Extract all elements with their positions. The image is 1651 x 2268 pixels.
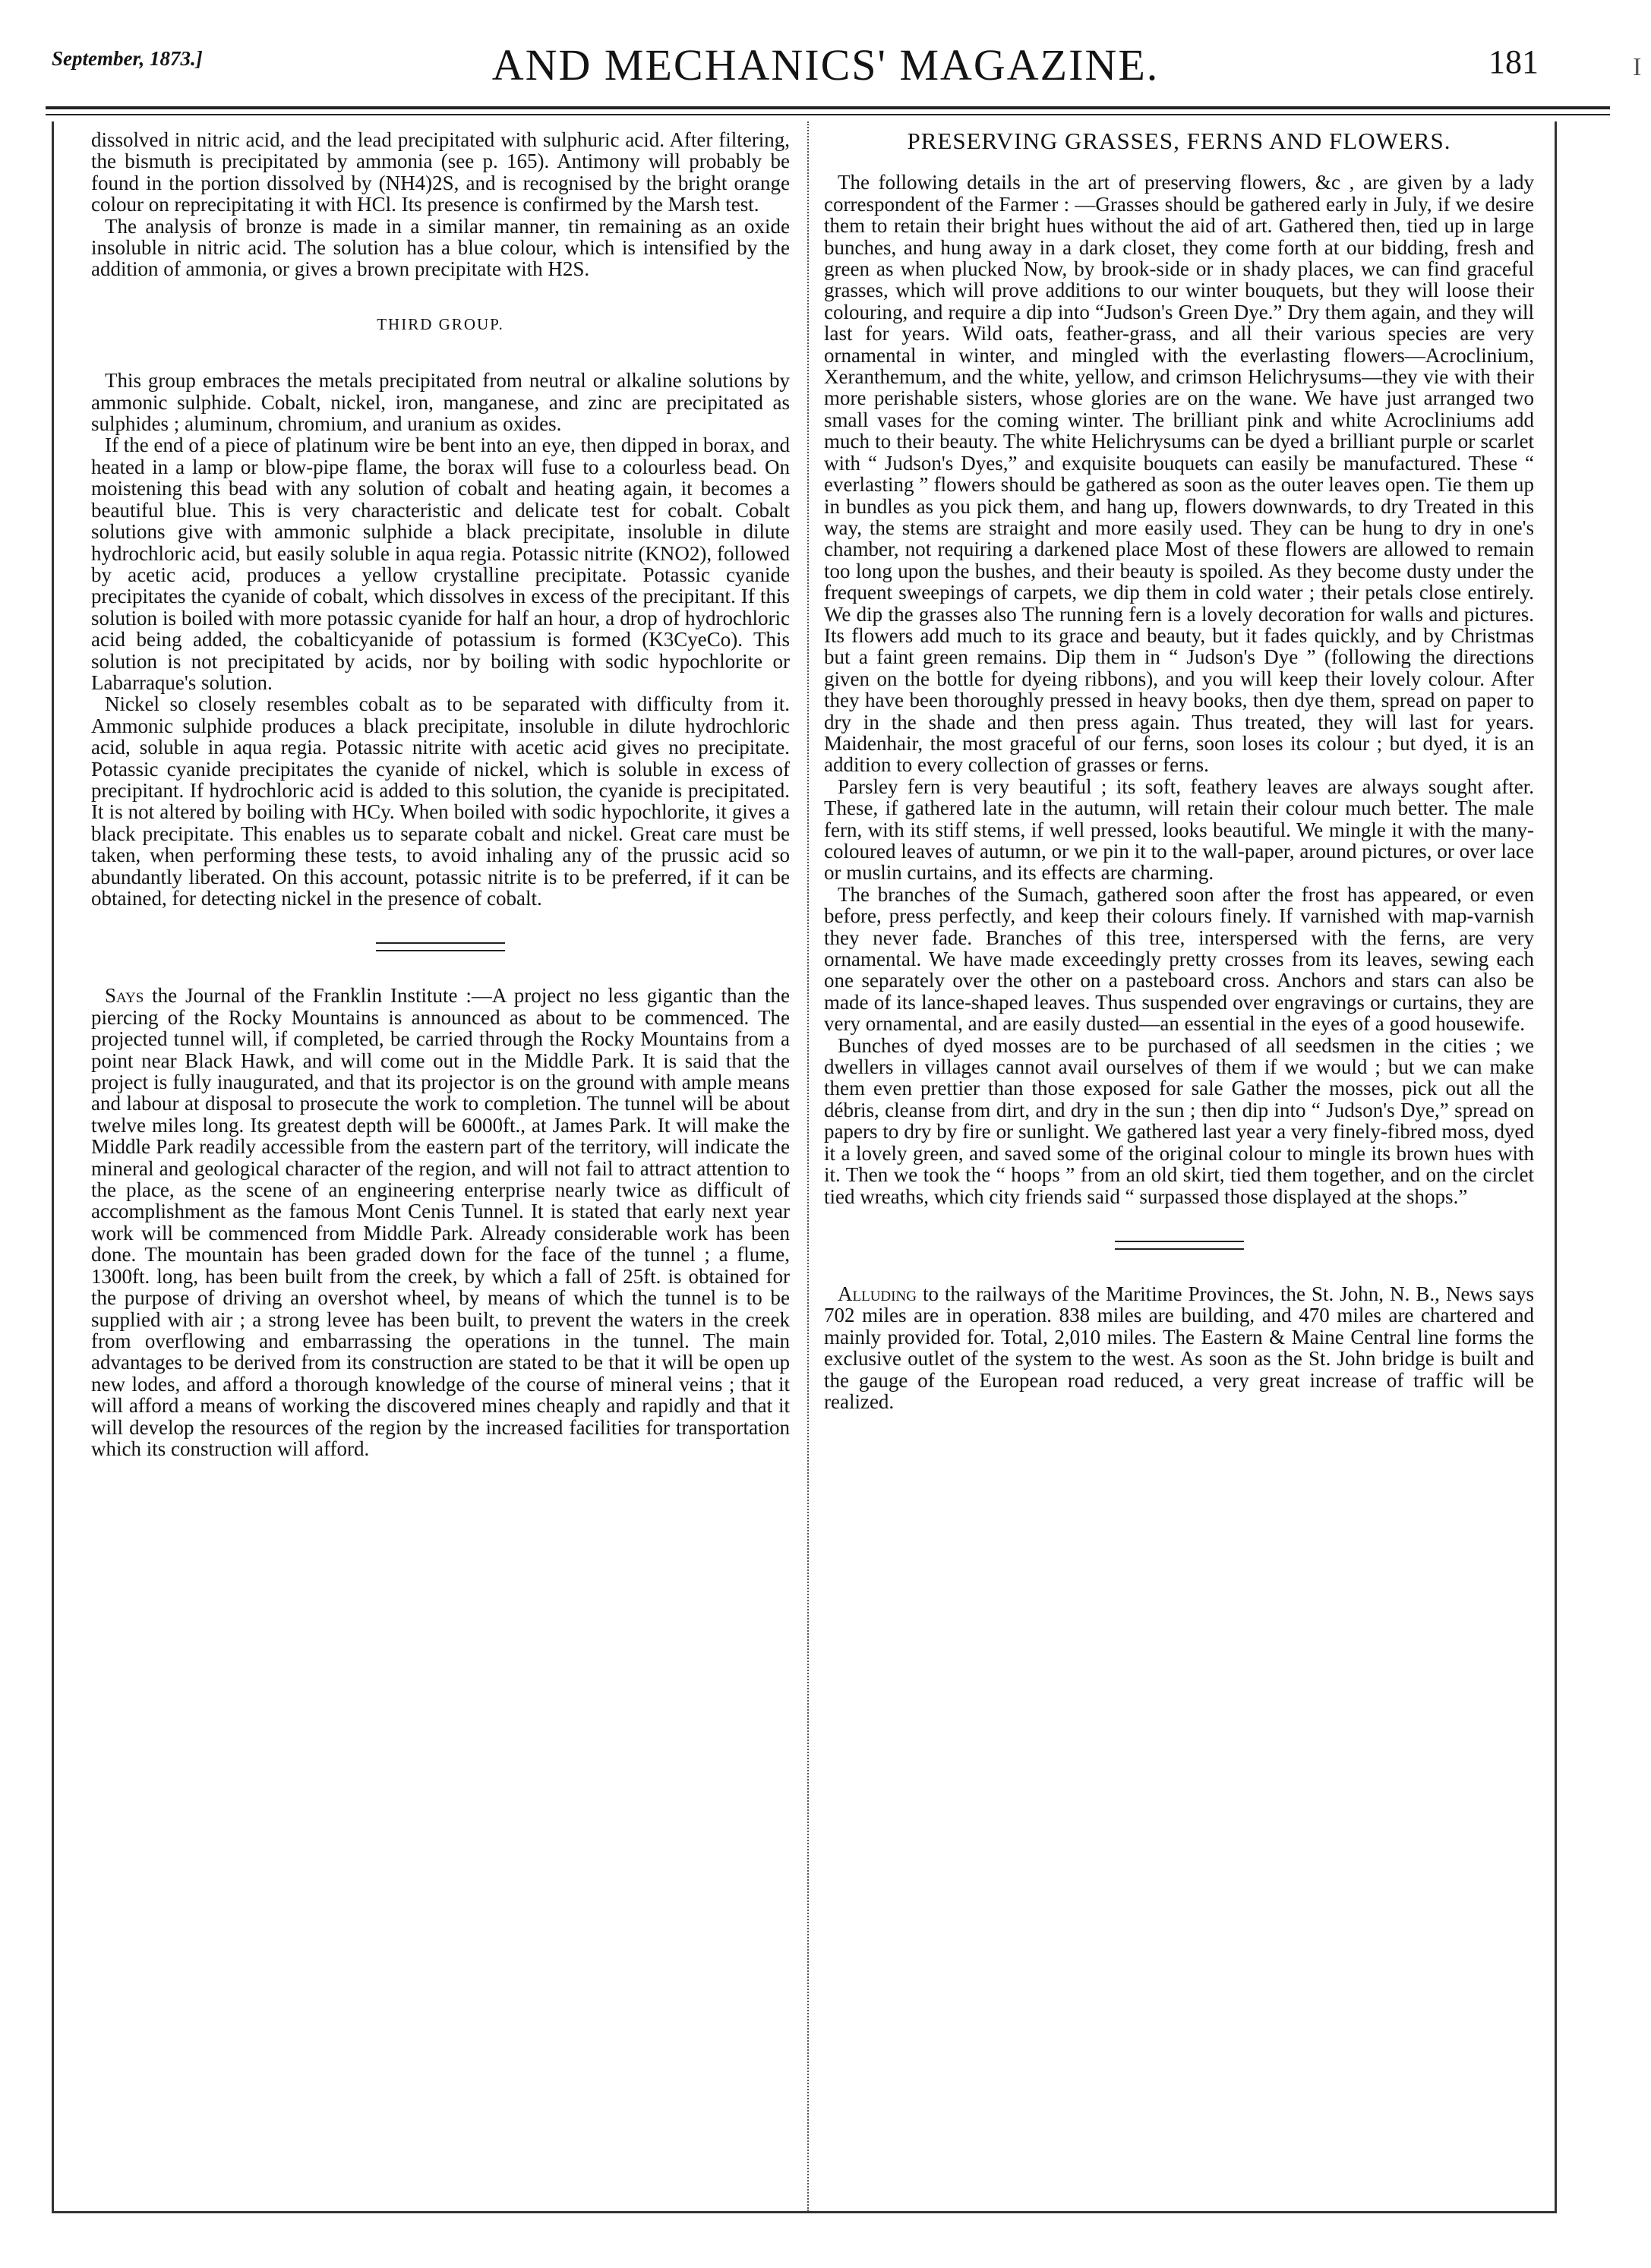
paragraph [824, 1283, 1534, 1412]
paragraph: Bunches of dyed mosses are to be purchased of all seedsmen in the cities ; we dwellers in villages cannot avail ourselves of them if we would ; but we can make them even prettier than those exposed for sale Gather the mosses, pick out all the débris, cleanse from dirt, and dry in the sun ; then dip into “ Judson's Dye,” spread on papers to dry by fire or sunlight. We gathered last year a very finely-fibred moss, dyed it a lovely green, and saved some of the original colour to mingle its brown hues with it. Then we took the “ hoops ” from an old skirt, tied them together, and on the circlet tied wreaths, which city friends said “ surpassed those displayed at the shops.” [824, 1033, 1534, 1208]
lead-word: Says [105, 984, 144, 1008]
margin-mark: I [1633, 53, 1642, 81]
paragraph-text: to the railways of the Maritime Provinces, the St. John, N. B., News says 702 miles are in operation. 838 miles are building, and 470 miles are chartered and mainly provided for. Total, 2,010 miles. The Eastern & Maine Central line forms the exclusive outlet of the system to the west. As soon as the St. John bridge is built and the gauge of the European road reduced, a very great increase of traffic will be realized. [824, 1282, 1534, 1413]
section-heading: THIRD GROUP. [377, 314, 504, 333]
paragraph [91, 985, 790, 1459]
header-rule-thick [46, 106, 1610, 109]
magazine-title: AND MECHANICS' MAGAZINE. [491, 40, 1160, 90]
column-divider [807, 121, 809, 2211]
paragraph: The branches of the Sumach, gathered soon after the frost has appeared, or even before, press perfectly, and keep their colours finely. If varnished with map-varnish they never fade. Branches of this tree, interspersed with the ferns, are very ornamental. We have made exceedingly pretty crosses from its leaves, sewing each one separately over the other on a pasteboard cross. Anchors and stars can also be made of its lance-shaped leaves. Thus suspended over engravings or curtains, they are very ornamental, and are easily dusted—an essential in the eyes of a good housewife. [824, 882, 1534, 1036]
header-date: September, 1873.] [52, 47, 203, 70]
paragraph: Parsley fern is very beautiful ; its soft, feathery leaves are always sought after. These, if gathered late in the autumn, will retain their colour much better. The male fern, with its stiff stems, if well pressed, looks beautiful. We mingle it with the many-coloured leaves of autumn, or we pin it to the wall-paper, around pictures, or over lace or muslin curtains, and its effects are charming. [824, 774, 1534, 885]
article-title: PRESERVING GRASSES, FERNS AND FLOWERS. [907, 128, 1451, 154]
right-column [824, 129, 1534, 1412]
paragraph: The analysis of bronze is made in a similar manner, tin remaining as an oxide insoluble in nitric acid. The solution has a blue colour, which is intensified by the addition of ammonia, or gives a brown precipitate with H2S. [91, 214, 790, 281]
paragraph: If the end of a piece of platinum wire be bent into an eye, then dipped in borax, and heated in a lamp or blow-pipe flame, the borax will fuse to a colourless bead. On moistening this bead with any solution of cobalt and heating again, it becomes a beautiful blue. This is very characteristic and delicate test for cobalt. Cobalt solutions give with ammonic sulphide a black precipitate, insoluble in dilute hydrochloric acid, but easily soluble in aqua regia. Potassic nitrite (KNO2), followed by acetic acid, produces a yellow crystalline precipitate. Potassic cyanide precipitates the cyanide of cobalt, which dissolves in excess of the precipitant. If this solution is boiled with more potassic cyanide for half an hour, a drop of hydrochloric acid being added, the cobalticyanide of potassium is formed (K3CyeCo). This solution is not precipitated by acids, nor by boiling with sodic hypochlorite or Labarraque's solution. [91, 434, 790, 694]
left-column [91, 129, 790, 1459]
article-separator [376, 942, 505, 951]
paragraph: The following details in the art of preserving flowers, &c , are given by a lady correspondent of the Farmer : —Grasses should be gathered early in July, if we desire them to retain their bright hues without the aid of art. Gathered then, tied up in large bunches, and hung away in a dark closet, they come forth at our bidding, fresh and green as when plucked Now, by brook-side or in shady places, we can find graceful grasses, which will prove additions to our winter bouquets, but they will loose their colouring, and require a dip into “Judson's Green Dye.” Dry them again, and they will last for years. Wild oats, feather-grass, and all their various species are very ornamental in winter, and mingled with the everlasting flowers—Acroclinium, Xeranthemum, and the white, yellow, and crimson Helichrysums—they vie with their more perishable sisters, whose glories are on the wane. We have just arranged two small vases for the coming winter. The brilliant pink and white Acrocliniums add much to their beauty. The white Helichrysums can be dyed a brilliant purple or scarlet with “ Judson's Dyes,” and exquisite bouquets can easily be manufactured. These “ everlasting ” flowers should be gathered as soon as the outer leaves open. Tie them up in bundles as you pick them, and hang up, flowers downwards, to dry Treated in this way, the stems are straight and more easily used. They can be hung to dry in one's chamber, not requiring a darkened place Most of these flowers are allowed to remain too long upon the bushes, and their beauty is spoiled. As they become dusty under the frequent sweepings of carpets, we dip them in cold water ; their petals close entirely. We dip the grasses also The running fern is a lovely decoration for walls and pictures. Its flowers add much to its grace and beauty, but it fades quickly, and by Christmas but a faint green remains. Dip them in “ Judson's Dye ” (following the directions given on the bottle for dyeing ribbons), and you will keep their lovely colour. After they have been thoroughly pressed in heavy books, then dye them, spread on paper to dry in the shade and then press again. Thus treated, they will last for years. Maidenhair, the most graceful of our ferns, soon loses its colour ; but dyed, it is an addition to every collection of grasses or ferns. [824, 171, 1534, 777]
paragraph-text: the Journal of the Franklin Institute :—A project no less gigantic than the piercing of the Rocky Mountains is announced as about to be commenced. The projected tunnel will, if completed, be carried through the Rocky Mountains from a point near Black Hawk, and will come out in the Middle Park. It is said that the project is fully inaugurated, and that its projector is on the ground with ample means and labour at disposal to prosecute the work to completion. The tunnel will be about twelve miles long. Its greatest depth will be 6000ft., at James Park. It will make the Middle Park readily accessible from the eastern part of the territory, will indicate the mineral and geological character of the region, and will not fail to attract attention to the place, as the scene of an engineering enterprise nearly twice as difficult of accomplishment as the famous Mont Cenis Tunnel. It is stated that early next year work will be commenced from Middle Park. Already considerable work has been done. The mountain has been graded down for the face of the tunnel ; a flume, 1300ft. long, has been built from the creek, by which a fall of 25ft. is obtained for the purpose of driving an overshot wheel, by means of which the tunnel is to be supplied with air ; a strong levee has been built, to prevent the waters in the creek from overflowing and embarrassing the operations in the tunnel. The main advantages to be derived from its construction are stated to be that it will be open up new lodes, and afford a thorough knowledge of the course of mineral veins ; that it will afford a means of working the discovered mines cheaply and rapidly and that it will develop the resources of the region by the increased facilities for transportation which its construction will afford. [91, 984, 790, 1460]
header-rule-thin [46, 114, 1610, 115]
paragraph: dissolved in nitric acid, and the lead precipitated with sulphuric acid. After filtering, the bismuth is precipitated by ammonia (see p. 165). Antimony will probably be found in the portion dissolved by (NH4)2S, and is recognised by the bright orange colour on reprecipitating it with HCl. Its presence is confirmed by the Marsh test. [91, 128, 790, 216]
paragraph: Nickel so closely resembles cobalt as to be separated with difficulty from it. Ammonic sulphide produces a black precipitate, insoluble in dilute hydrochloric acid, soluble in aqua regia. Potassic nitrite with acetic acid gives no precipitate. Potassic cyanide precipitates the cyanide of nickel, which is soluble in excess of precipitant. If hydrochloric acid is added to this solution, the cyanide is precipitated. It is not altered by boiling with HCy. When boiled with sodic hypochlorite, it gives a black precipitate. This enables us to separate cobalt and nickel. Great care must be taken, when performing these tests, to avoid inhaling any of the prussic acid so abundantly liberated. On this account, potassic nitrite is to be preferred, if it can be obtained, for detecting nickel in the presence of cobalt. [91, 692, 790, 910]
lead-word: Alluding [838, 1282, 917, 1305]
article-separator [1115, 1241, 1244, 1250]
page-header [0, 0, 1651, 114]
page-number: 181 [1488, 43, 1539, 80]
paragraph: This group embraces the metals precipitated from neutral or alkaline solutions by ammonic sulphide. Cobalt, nickel, iron, manganese, and zinc are precipitated as sulphides ; aluminum, chromium, and uranium as oxides. [91, 369, 790, 436]
